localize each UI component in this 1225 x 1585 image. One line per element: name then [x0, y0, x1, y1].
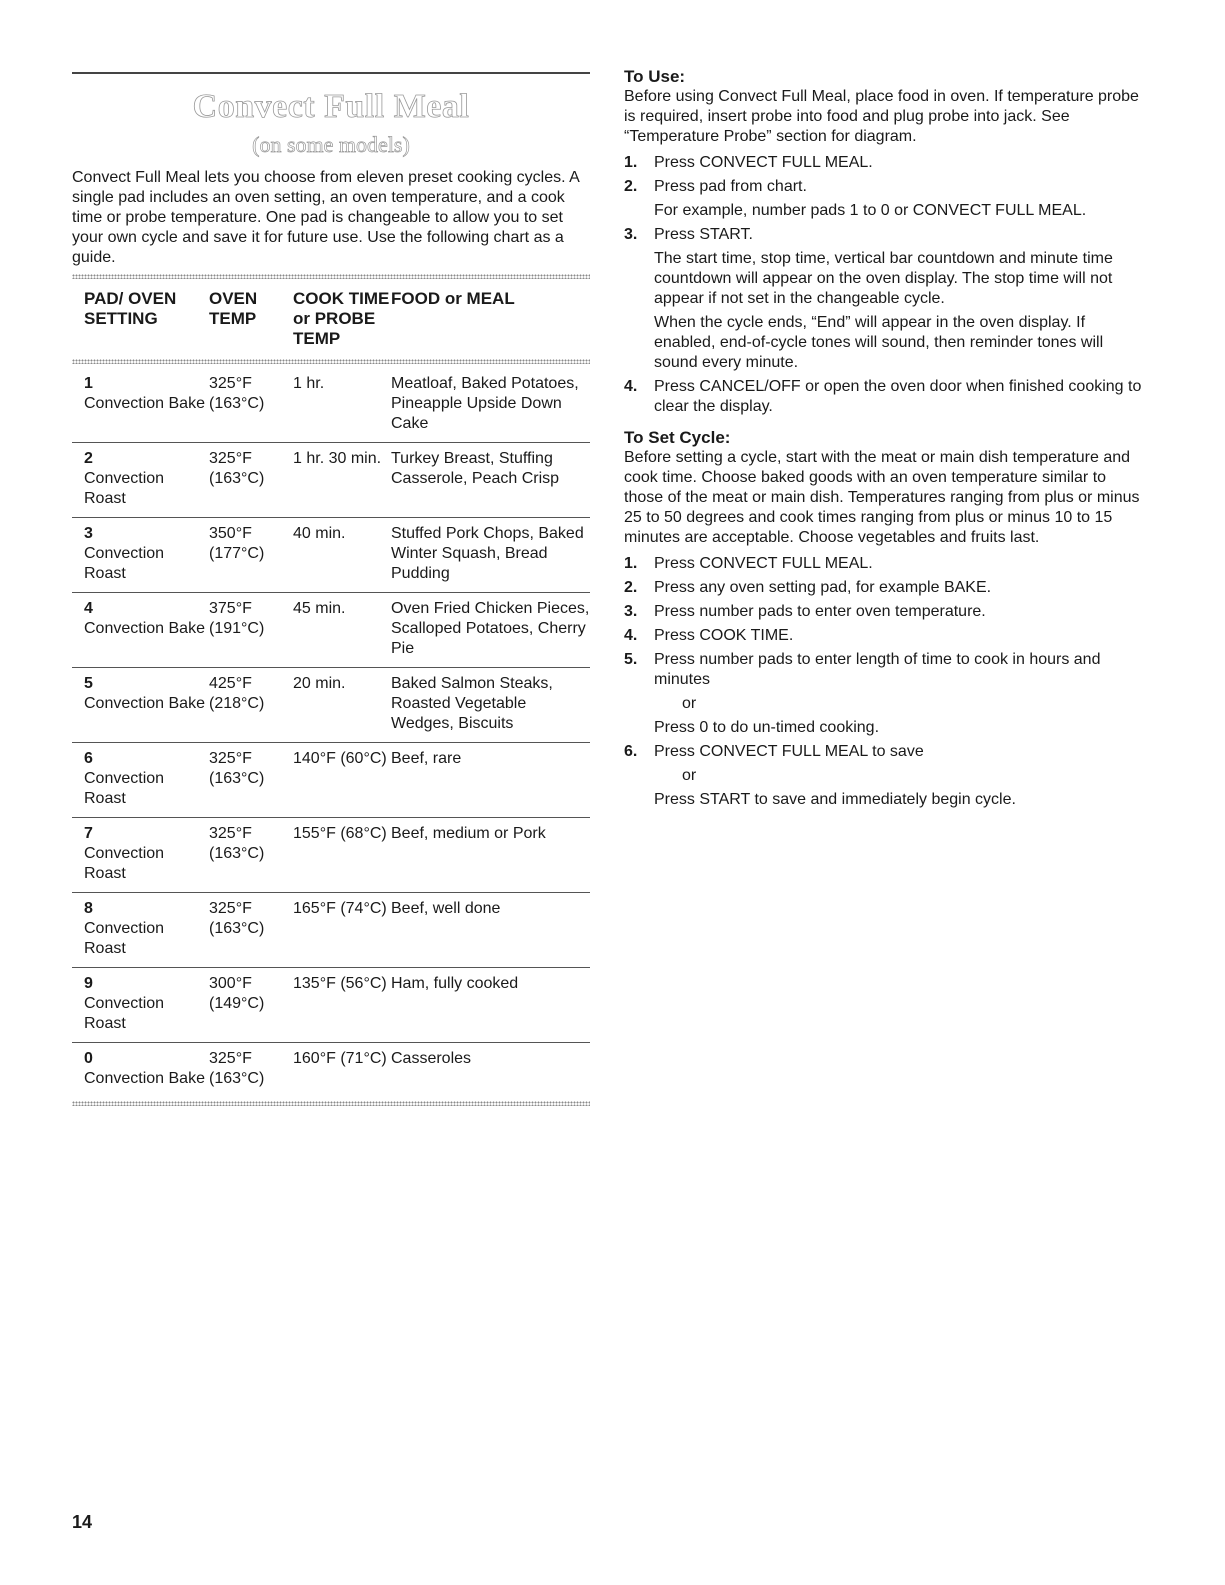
cell-pad [84, 749, 209, 809]
cell-food: Ham, fully cooked [391, 975, 519, 992]
table-row [72, 893, 590, 968]
oven-setting: Convection Roast [84, 470, 165, 507]
temp-c: (163°C) [209, 845, 265, 862]
list-item: 4. Press COOK TIME. [624, 627, 794, 644]
list-item: 3. Press number pads to enter oven temperature. [624, 603, 986, 620]
pad-number: 9 [84, 975, 93, 992]
table-row [72, 1043, 590, 1097]
pad-number: 6 [84, 750, 93, 767]
cell-pad [84, 524, 209, 584]
cell-pad [84, 374, 209, 434]
temp-f: 375°F [209, 600, 252, 617]
table-row [72, 593, 590, 668]
cell-cook-time: 155°F (68°C) [293, 825, 387, 842]
temp-c: (163°C) [209, 770, 265, 787]
step-note: The start time, stop time, vertical bar countdown and minute time countdown will appear on the oven display. The stop time will not appear if not set in the changeable cycle. [654, 250, 1113, 307]
pad-number: 0 [84, 1050, 93, 1067]
section-subtitle: (on some models) [252, 132, 410, 157]
cell-food: Oven Fried Chicken Pieces, Scalloped Potatoes, Cherry Pie [391, 600, 590, 657]
header-pad: PAD/ OVEN SETTING [84, 289, 177, 328]
oven-setting: Convection Bake [84, 620, 205, 637]
cell-oven-temp [209, 974, 293, 1034]
header-oven-temp: OVEN TEMP [209, 289, 258, 328]
cell-oven-temp [209, 899, 293, 959]
cell-oven-temp [209, 674, 293, 734]
pad-number: 4 [84, 600, 93, 617]
cell-cook-time: 1 hr. [293, 375, 325, 392]
to-use-steps [624, 153, 1144, 417]
or-label: or [682, 767, 697, 784]
temp-f: 325°F [209, 900, 252, 917]
temp-c: (163°C) [209, 395, 265, 412]
cell-pad [84, 449, 209, 509]
to-set-heading: To Set Cycle: [624, 428, 731, 447]
pad-number: 2 [84, 450, 93, 467]
cell-oven-temp [209, 749, 293, 809]
cell-pad [84, 974, 209, 1034]
cell-oven-temp [209, 374, 293, 434]
table-header [72, 283, 590, 355]
table-row [72, 743, 590, 818]
table-row [72, 518, 590, 593]
cell-cook-time: 160°F (71°C) [293, 1050, 387, 1067]
cell-pad [84, 674, 209, 734]
pad-number: 3 [84, 525, 93, 542]
temp-f: 325°F [209, 825, 252, 842]
temp-c: (163°C) [209, 470, 265, 487]
oven-setting: Convection Bake [84, 695, 205, 712]
oven-setting: Convection Bake [84, 395, 205, 412]
table-bottom-rule [72, 1101, 590, 1106]
table-row [72, 818, 590, 893]
cell-food: Beef, well done [391, 900, 501, 917]
to-use-heading: To Use: [624, 67, 686, 86]
temp-f: 300°F [209, 975, 252, 992]
oven-setting: Convection Bake [84, 1070, 205, 1087]
list-item: 1. Press CONVECT FULL MEAL. [624, 555, 873, 572]
cell-pad [84, 599, 209, 659]
temp-f: 325°F [209, 450, 252, 467]
step-note: When the cycle ends, “End” will appear in the oven display. If enabled, end-of-cycle tones will sound, then reminder tones will sound every minute. [654, 314, 1104, 371]
cell-food: Stuffed Pork Chops, Baked Winter Squash, Bread Pudding [391, 525, 584, 582]
cell-food: Meatloaf, Baked Potatoes, Pineapple Upside Down Cake [391, 375, 579, 432]
table-body [72, 368, 590, 1097]
temp-c: (163°C) [209, 1070, 265, 1087]
cell-food: Turkey Breast, Stuffing Casserole, Peach Crisp [391, 450, 560, 487]
cell-oven-temp [209, 524, 293, 584]
to-set-steps [624, 554, 1144, 810]
list-item: 6. Press CONVECT FULL MEAL to save or Press START to save and immediately begin cycle. [624, 742, 1144, 810]
list-item: 1. Press CONVECT FULL MEAL. [624, 154, 873, 171]
oven-setting: Convection Roast [84, 770, 165, 807]
cell-food: Baked Salmon Steaks, Roasted Vegetable Wedges, Biscuits [391, 675, 553, 732]
temp-c: (163°C) [209, 920, 265, 937]
left-column [72, 72, 590, 1110]
pad-number: 8 [84, 900, 93, 917]
temp-c: (177°C) [209, 545, 265, 562]
or-label: or [682, 695, 697, 712]
list-item: 4. Press CANCEL/OFF or open the oven door when finished cooking to clear the display. [624, 378, 1142, 415]
table-top-rule [72, 274, 590, 279]
header-food: FOOD or MEAL [391, 289, 515, 308]
temp-f: 350°F [209, 525, 252, 542]
list-item: 2. Press any oven setting pad, for example BAKE. [624, 579, 992, 596]
pad-number: 1 [84, 375, 93, 392]
cell-cook-time: 45 min. [293, 600, 346, 617]
temp-c: (149°C) [209, 995, 265, 1012]
oven-setting: Convection Roast [84, 920, 165, 957]
cell-cook-time: 135°F (56°C) [293, 975, 387, 992]
to-use-intro: Before using Convect Full Meal, place food in oven. If temperature probe is required, insert probe into food and plug probe into jack. See “Temperature Probe” section for diagram. [624, 88, 1139, 145]
to-set-intro: Before setting a cycle, start with the meat or main dish temperature and cook time. Choose baked goods with an oven temperature similar to those of the meat or main dish. Temperatures ranging from plus or minus 25 to 50 degrees and cook times ranging from plus or minus 10 to 15 minutes are acceptable. Choose vegetables and fruits last. [624, 449, 1140, 546]
temp-f: 325°F [209, 1050, 252, 1067]
list-item: 5. Press number pads to enter length of time to cook in hours and minutes or Press 0 to do un-timed cooking. [624, 650, 1144, 738]
cell-cook-time: 165°F (74°C) [293, 900, 387, 917]
list-item: 2. Press pad from chart. For example, number pads 1 to 0 or CONVECT FULL MEAL. [624, 177, 1144, 221]
oven-setting: Convection Roast [84, 995, 165, 1032]
list-item: 3. Press START. The start time, stop time, vertical bar countdown and minute time countdown will appear on the oven display. The stop time will not appear if not set in the changeable cycle. When the cycle ends, “End” will appear in the oven display. If enabled, end-of-cycle tones will sound, then reminder tones will sound every minute. [624, 225, 1144, 373]
table-row [72, 668, 590, 743]
cell-oven-temp [209, 599, 293, 659]
cell-food: Beef, rare [391, 750, 462, 767]
pad-number: 7 [84, 825, 93, 842]
cell-pad [84, 1049, 209, 1089]
temp-c: (218°C) [209, 695, 265, 712]
cell-pad [84, 899, 209, 959]
cell-cook-time: 20 min. [293, 675, 346, 692]
temp-c: (191°C) [209, 620, 265, 637]
table-row [72, 968, 590, 1043]
temp-f: 425°F [209, 675, 252, 692]
right-column [624, 66, 1144, 820]
temp-f: 325°F [209, 750, 252, 767]
page-number: 14 [72, 1512, 93, 1532]
cell-food: Beef, medium or Pork [391, 825, 546, 842]
table-header-rule [72, 359, 590, 364]
cell-oven-temp [209, 1049, 293, 1089]
intro-paragraph: Convect Full Meal lets you choose from eleven preset cooking cycles. A single pad includes an oven setting, an oven temperature, and a cook time or probe temperature. One pad is changeable to allow you to set your own cycle and save it for future use. Use the following chart as a guide. [72, 169, 579, 266]
step-alt: Press 0 to do un-timed cooking. [654, 719, 880, 736]
temp-f: 325°F [209, 375, 252, 392]
table-row [72, 368, 590, 443]
cell-pad [84, 824, 209, 884]
cell-cook-time: 1 hr. 30 min. [293, 450, 382, 467]
cell-oven-temp [209, 449, 293, 509]
step-alt: Press START to save and immediately begin cycle. [654, 791, 1016, 808]
table-row [72, 443, 590, 518]
cell-food: Casseroles [391, 1050, 472, 1067]
oven-setting: Convection Roast [84, 545, 165, 582]
cell-oven-temp [209, 824, 293, 884]
oven-setting: Convection Roast [84, 845, 165, 882]
cell-cook-time: 40 min. [293, 525, 346, 542]
top-rule [72, 72, 590, 74]
header-cook-time: COOK TIME or PROBE TEMP [293, 289, 390, 348]
cell-cook-time: 140°F (60°C) [293, 750, 387, 767]
section-title: Convect Full Meal [192, 88, 470, 125]
pad-number: 5 [84, 675, 93, 692]
step-note: For example, number pads 1 to 0 or CONVECT FULL MEAL. [654, 202, 1087, 219]
